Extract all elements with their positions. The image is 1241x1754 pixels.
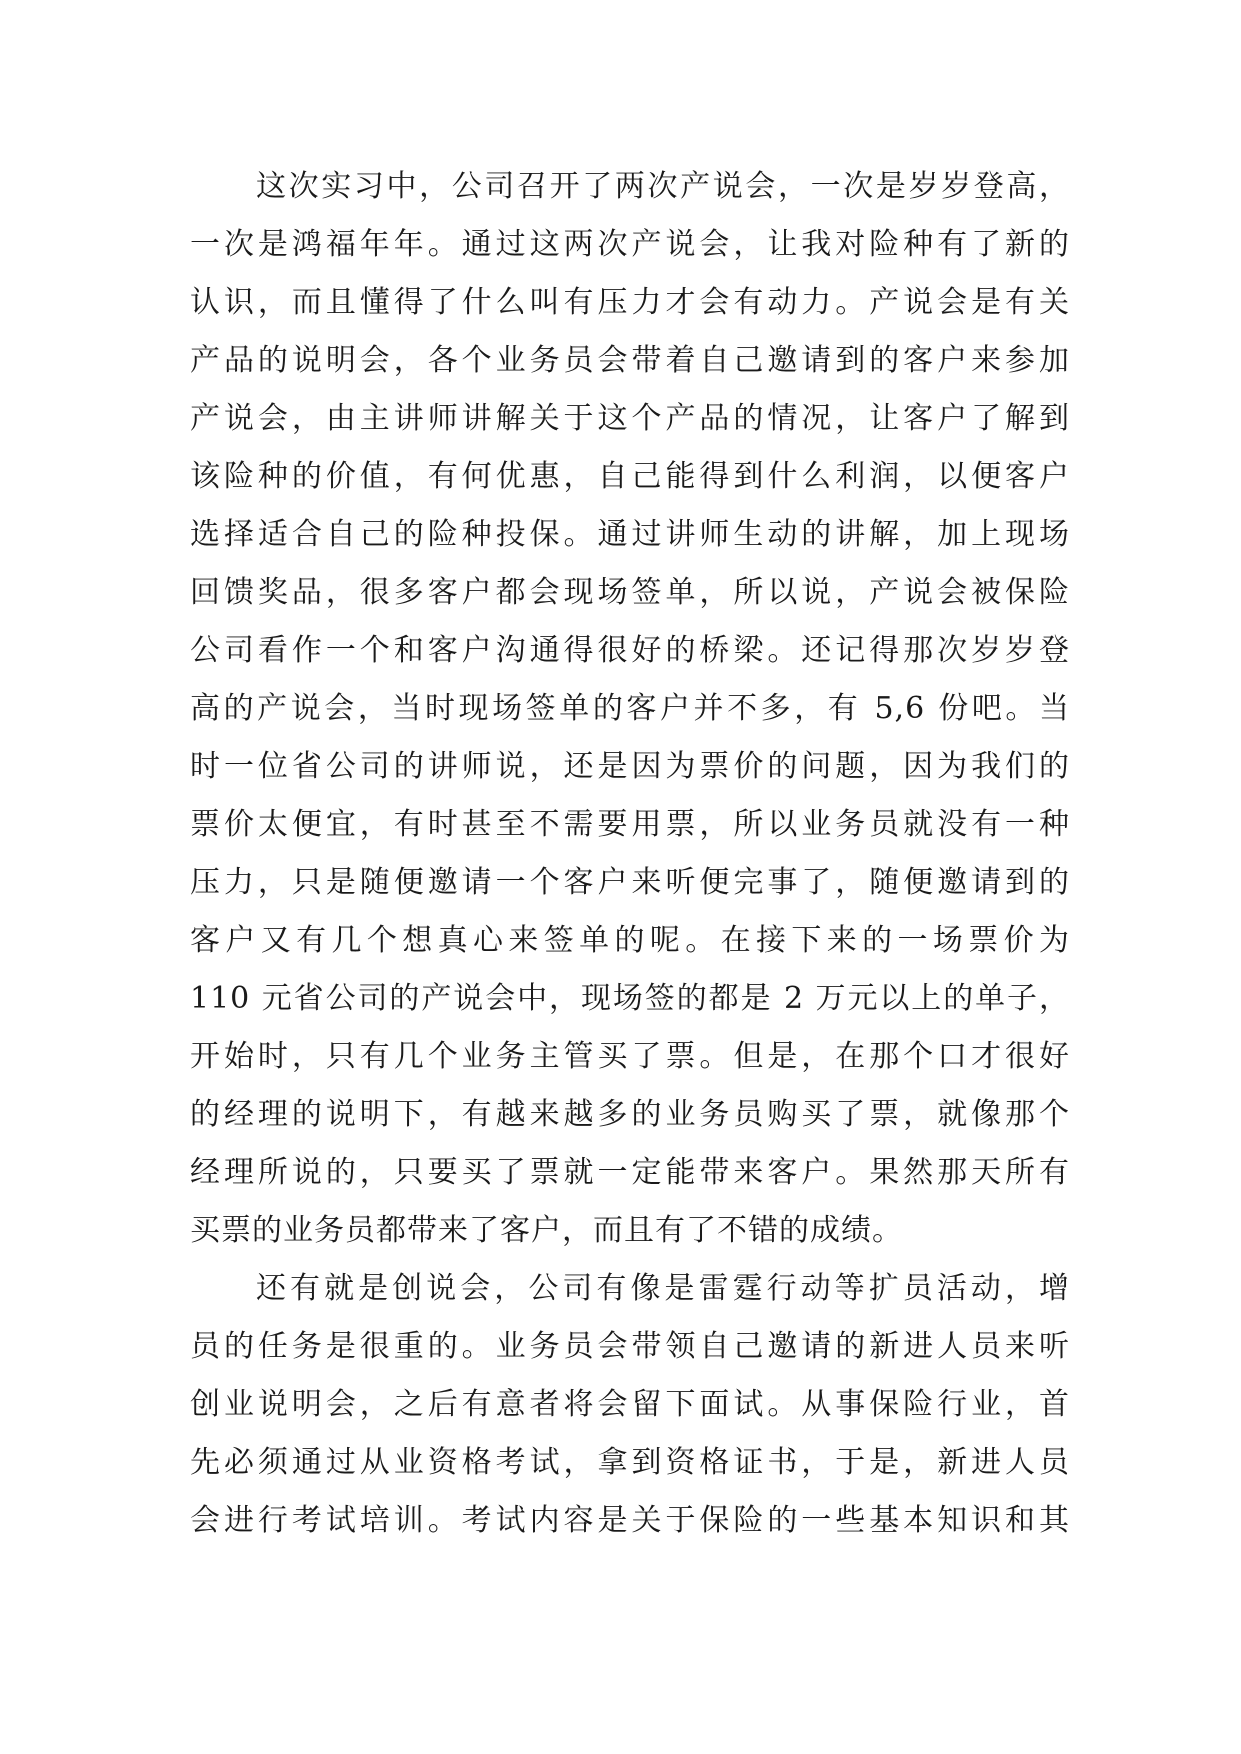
text-line: 经理所说的，只要买了票就一定能带来客户。果然那天所有 bbox=[190, 1155, 1070, 1190]
text-line: 产品的说明会，各个业务员会带着自己邀请到的客户来参加 bbox=[190, 343, 1070, 378]
paragraph-2 bbox=[190, 1260, 1070, 1550]
text-line: 110 元省公司的产说会中，现场签的都是 2 万元以上的单子， bbox=[190, 981, 1070, 1016]
text-line: 的经理的说明下，有越来越多的业务员购买了票，就像那个 bbox=[190, 1097, 1070, 1132]
text-line: 开始时，只有几个业务主管买了票。但是，在那个口才很好 bbox=[190, 1039, 1070, 1074]
document-body bbox=[190, 158, 1070, 1550]
text-line: 选择适合自己的险种投保。通过讲师生动的讲解，加上现场 bbox=[190, 517, 1070, 552]
text-line: 认识，而且懂得了什么叫有压力才会有动力。产说会是有关 bbox=[190, 285, 1070, 320]
text-line: 回馈奖品，很多客户都会现场签单，所以说，产说会被保险 bbox=[190, 575, 1070, 610]
paragraph-1 bbox=[190, 158, 1070, 1260]
text-line: 买票的业务员都带来了客户，而且有了不错的成绩。 bbox=[190, 1213, 903, 1248]
text-line: 产说会，由主讲师讲解关于这个产品的情况，让客户了解到 bbox=[190, 401, 1070, 436]
text-line: 压力，只是随便邀请一个客户来听便完事了，随便邀请到的 bbox=[190, 865, 1070, 900]
text-line: 创业说明会，之后有意者将会留下面试。从事保险行业，首 bbox=[190, 1387, 1070, 1422]
text-line: 先必须通过从业资格考试，拿到资格证书，于是，新进人员 bbox=[190, 1445, 1070, 1480]
text-line: 会进行考试培训。考试内容是关于保险的一些基本知识和其 bbox=[190, 1503, 1070, 1538]
text-line: 还有就是创说会，公司有像是雷霆行动等扩员活动，增 bbox=[256, 1271, 1070, 1306]
text-line: 一次是鸿福年年。通过这两次产说会，让我对险种有了新的 bbox=[190, 227, 1070, 262]
text-line: 客户又有几个想真心来签单的呢。在接下来的一场票价为 bbox=[190, 923, 1070, 958]
text-line: 票价太便宜，有时甚至不需要用票，所以业务员就没有一种 bbox=[190, 807, 1070, 842]
text-line: 这次实习中，公司召开了两次产说会，一次是岁岁登高， bbox=[256, 169, 1070, 204]
text-line: 公司看作一个和客户沟通得很好的桥梁。还记得那次岁岁登 bbox=[190, 633, 1070, 668]
text-line: 时一位省公司的讲师说，还是因为票价的问题，因为我们的 bbox=[190, 749, 1070, 784]
text-line: 高的产说会，当时现场签单的客户并不多，有 5,6 份吧。当 bbox=[190, 691, 1070, 726]
text-line: 该险种的价值，有何优惠，自己能得到什么利润，以便客户 bbox=[190, 459, 1070, 494]
text-line: 员的任务是很重的。业务员会带领自己邀请的新进人员来听 bbox=[190, 1329, 1070, 1364]
